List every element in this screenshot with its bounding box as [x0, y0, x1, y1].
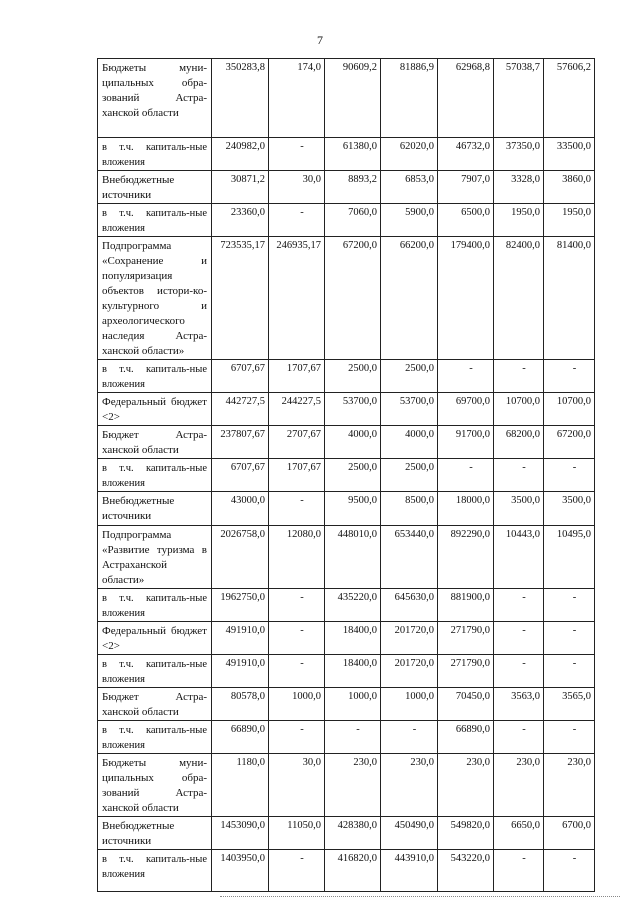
value-cell: 18000,0 — [438, 492, 494, 526]
value-cell: 2500,0 — [325, 459, 381, 492]
value-cell: 43000,0 — [212, 492, 269, 526]
row-label: в т.ч. капиталь-ные вложения — [98, 138, 212, 171]
value-cell: 416820,0 — [325, 850, 381, 892]
value-cell: 1403950,0 — [212, 850, 269, 892]
value-cell: 881900,0 — [438, 589, 494, 622]
value-cell: 442727,5 — [212, 393, 269, 426]
row-label: в т.ч. капиталь-ные вложения — [98, 589, 212, 622]
value-cell: 53700,0 — [325, 393, 381, 426]
value-cell: 1000,0 — [269, 688, 325, 721]
value-cell: 46732,0 — [438, 138, 494, 171]
value-cell: - — [544, 589, 595, 622]
table-row — [98, 204, 595, 237]
table-row — [98, 721, 595, 754]
value-cell: 7060,0 — [325, 204, 381, 237]
table-row — [98, 237, 595, 360]
table-row — [98, 360, 595, 393]
row-label: в т.ч. капиталь-ные вложения — [98, 360, 212, 393]
value-cell: 271790,0 — [438, 655, 494, 688]
value-cell: 201720,0 — [381, 655, 438, 688]
value-cell: 4000,0 — [325, 426, 381, 459]
value-cell: 6700,0 — [544, 817, 595, 850]
value-cell: - — [494, 655, 544, 688]
table-row — [98, 589, 595, 622]
value-cell: 1707,67 — [269, 459, 325, 492]
value-cell: 68200,0 — [494, 426, 544, 459]
value-cell: 230,0 — [438, 754, 494, 817]
value-cell: 37350,0 — [494, 138, 544, 171]
value-cell: 2026758,0 — [212, 526, 269, 589]
row-label: Бюджет Астра-ханской области — [98, 688, 212, 721]
budget-table — [97, 58, 595, 892]
value-cell: 8500,0 — [381, 492, 438, 526]
value-cell: - — [269, 138, 325, 171]
value-cell: 450490,0 — [381, 817, 438, 850]
value-cell: 892290,0 — [438, 526, 494, 589]
value-cell: 23360,0 — [212, 204, 269, 237]
value-cell: 67200,0 — [544, 426, 595, 459]
value-cell: 3565,0 — [544, 688, 595, 721]
value-cell: - — [494, 459, 544, 492]
row-label: в т.ч. капиталь-ные вложения — [98, 459, 212, 492]
row-label: в т.ч. капиталь-ные вложения — [98, 204, 212, 237]
value-cell: 12080,0 — [269, 526, 325, 589]
table-row — [98, 138, 595, 171]
value-cell: - — [438, 459, 494, 492]
value-cell: 70450,0 — [438, 688, 494, 721]
row-label: Федеральный бюджет <2> — [98, 622, 212, 655]
value-cell: 81886,9 — [381, 59, 438, 138]
table-row — [98, 526, 595, 589]
value-cell: - — [438, 360, 494, 393]
value-cell: 645630,0 — [381, 589, 438, 622]
budget-table-body — [98, 59, 595, 892]
value-cell: 61380,0 — [325, 138, 381, 171]
bottom-dotted-line — [220, 896, 620, 897]
value-cell: 6853,0 — [381, 171, 438, 204]
row-label: в т.ч. капиталь-ные вложения — [98, 850, 212, 892]
value-cell: 1453090,0 — [212, 817, 269, 850]
value-cell: 9500,0 — [325, 492, 381, 526]
value-cell: 10443,0 — [494, 526, 544, 589]
value-cell: 1950,0 — [544, 204, 595, 237]
value-cell: 62020,0 — [381, 138, 438, 171]
value-cell: 10700,0 — [494, 393, 544, 426]
row-label: Федеральный бюджет <2> — [98, 393, 212, 426]
value-cell: 2500,0 — [325, 360, 381, 393]
value-cell: 6707,67 — [212, 459, 269, 492]
value-cell: 82400,0 — [494, 237, 544, 360]
value-cell: 53700,0 — [381, 393, 438, 426]
value-cell: 428380,0 — [325, 817, 381, 850]
value-cell: 67200,0 — [325, 237, 381, 360]
value-cell: 33500,0 — [544, 138, 595, 171]
table-row — [98, 459, 595, 492]
value-cell: 1000,0 — [325, 688, 381, 721]
value-cell: 11050,0 — [269, 817, 325, 850]
value-cell: - — [544, 850, 595, 892]
value-cell: 2500,0 — [381, 459, 438, 492]
value-cell: 240982,0 — [212, 138, 269, 171]
row-label: Внебюджетные источники — [98, 171, 212, 204]
value-cell: 10495,0 — [544, 526, 595, 589]
table-row — [98, 688, 595, 721]
value-cell: - — [269, 492, 325, 526]
value-cell: 491910,0 — [212, 622, 269, 655]
value-cell: 448010,0 — [325, 526, 381, 589]
value-cell: 1962750,0 — [212, 589, 269, 622]
value-cell: 30,0 — [269, 171, 325, 204]
value-cell: 435220,0 — [325, 589, 381, 622]
value-cell: 8893,2 — [325, 171, 381, 204]
value-cell: - — [381, 721, 438, 754]
value-cell: - — [269, 850, 325, 892]
value-cell: 201720,0 — [381, 622, 438, 655]
table-row — [98, 393, 595, 426]
value-cell: - — [269, 204, 325, 237]
value-cell: 62968,8 — [438, 59, 494, 138]
value-cell: 443910,0 — [381, 850, 438, 892]
value-cell: - — [494, 850, 544, 892]
value-cell: 174,0 — [269, 59, 325, 138]
value-cell: - — [325, 721, 381, 754]
value-cell: 230,0 — [325, 754, 381, 817]
value-cell: 1180,0 — [212, 754, 269, 817]
row-label: Бюджет Астра-ханской области — [98, 426, 212, 459]
value-cell: 179400,0 — [438, 237, 494, 360]
value-cell: 491910,0 — [212, 655, 269, 688]
value-cell: 271790,0 — [438, 622, 494, 655]
table-row — [98, 59, 595, 138]
value-cell: 350283,8 — [212, 59, 269, 138]
value-cell: 18400,0 — [325, 655, 381, 688]
value-cell: 723535,17 — [212, 237, 269, 360]
value-cell: 91700,0 — [438, 426, 494, 459]
value-cell: 10700,0 — [544, 393, 595, 426]
value-cell: 3860,0 — [544, 171, 595, 204]
value-cell: 7907,0 — [438, 171, 494, 204]
row-label: в т.ч. капиталь-ные вложения — [98, 721, 212, 754]
value-cell: 3500,0 — [494, 492, 544, 526]
value-cell: - — [269, 655, 325, 688]
value-cell: 6707,67 — [212, 360, 269, 393]
value-cell: 6650,0 — [494, 817, 544, 850]
value-cell: - — [544, 655, 595, 688]
value-cell: 2500,0 — [381, 360, 438, 393]
value-cell: 66890,0 — [212, 721, 269, 754]
table-row — [98, 492, 595, 526]
value-cell: 653440,0 — [381, 526, 438, 589]
value-cell: 69700,0 — [438, 393, 494, 426]
value-cell: - — [494, 721, 544, 754]
value-cell: - — [544, 622, 595, 655]
value-cell: 2707,67 — [269, 426, 325, 459]
value-cell: - — [494, 622, 544, 655]
value-cell: 90609,2 — [325, 59, 381, 138]
value-cell: 80578,0 — [212, 688, 269, 721]
value-cell: - — [269, 622, 325, 655]
value-cell: 543220,0 — [438, 850, 494, 892]
value-cell: 66890,0 — [438, 721, 494, 754]
value-cell: - — [494, 360, 544, 393]
table-row — [98, 622, 595, 655]
table-row — [98, 426, 595, 459]
value-cell: 3500,0 — [544, 492, 595, 526]
value-cell: - — [544, 721, 595, 754]
value-cell: 1950,0 — [494, 204, 544, 237]
value-cell: 237807,67 — [212, 426, 269, 459]
value-cell: 549820,0 — [438, 817, 494, 850]
table-row — [98, 655, 595, 688]
value-cell: 230,0 — [494, 754, 544, 817]
value-cell: 81400,0 — [544, 237, 595, 360]
value-cell: 30,0 — [269, 754, 325, 817]
value-cell: - — [269, 721, 325, 754]
value-cell: 230,0 — [544, 754, 595, 817]
value-cell: 1707,67 — [269, 360, 325, 393]
value-cell: 246935,17 — [269, 237, 325, 360]
value-cell: 5900,0 — [381, 204, 438, 237]
row-label: Внебюджетные источники — [98, 492, 212, 526]
row-label: Подпрограмма «Сохранение и популяризация объектов истори-ко-культурного и археологического наследия Астра-ханской области» — [98, 237, 212, 360]
row-label: Подпрограмма «Развитие туризма в Астраханской области» — [98, 526, 212, 589]
value-cell: 1000,0 — [381, 688, 438, 721]
value-cell: - — [494, 589, 544, 622]
row-label: Бюджеты муни-ципальных обра-зований Астра-ханской области — [98, 59, 212, 138]
value-cell: 6500,0 — [438, 204, 494, 237]
value-cell: 57038,7 — [494, 59, 544, 138]
table-row — [98, 850, 595, 892]
table-row — [98, 817, 595, 850]
value-cell: 66200,0 — [381, 237, 438, 360]
value-cell: 4000,0 — [381, 426, 438, 459]
table-row — [98, 171, 595, 204]
row-label: Внебюджетные источники — [98, 817, 212, 850]
value-cell: 3328,0 — [494, 171, 544, 204]
value-cell: 244227,5 — [269, 393, 325, 426]
value-cell: 230,0 — [381, 754, 438, 817]
value-cell: 3563,0 — [494, 688, 544, 721]
value-cell: - — [544, 459, 595, 492]
page-number: 7 — [317, 33, 323, 47]
row-label: в т.ч. капиталь-ные вложения — [98, 655, 212, 688]
value-cell: 30871,2 — [212, 171, 269, 204]
value-cell: - — [544, 360, 595, 393]
value-cell: - — [269, 589, 325, 622]
table-row — [98, 754, 595, 817]
value-cell: 18400,0 — [325, 622, 381, 655]
row-label: Бюджеты муни-ципальных обра-зований Астра-ханской области — [98, 754, 212, 817]
value-cell: 57606,2 — [544, 59, 595, 138]
